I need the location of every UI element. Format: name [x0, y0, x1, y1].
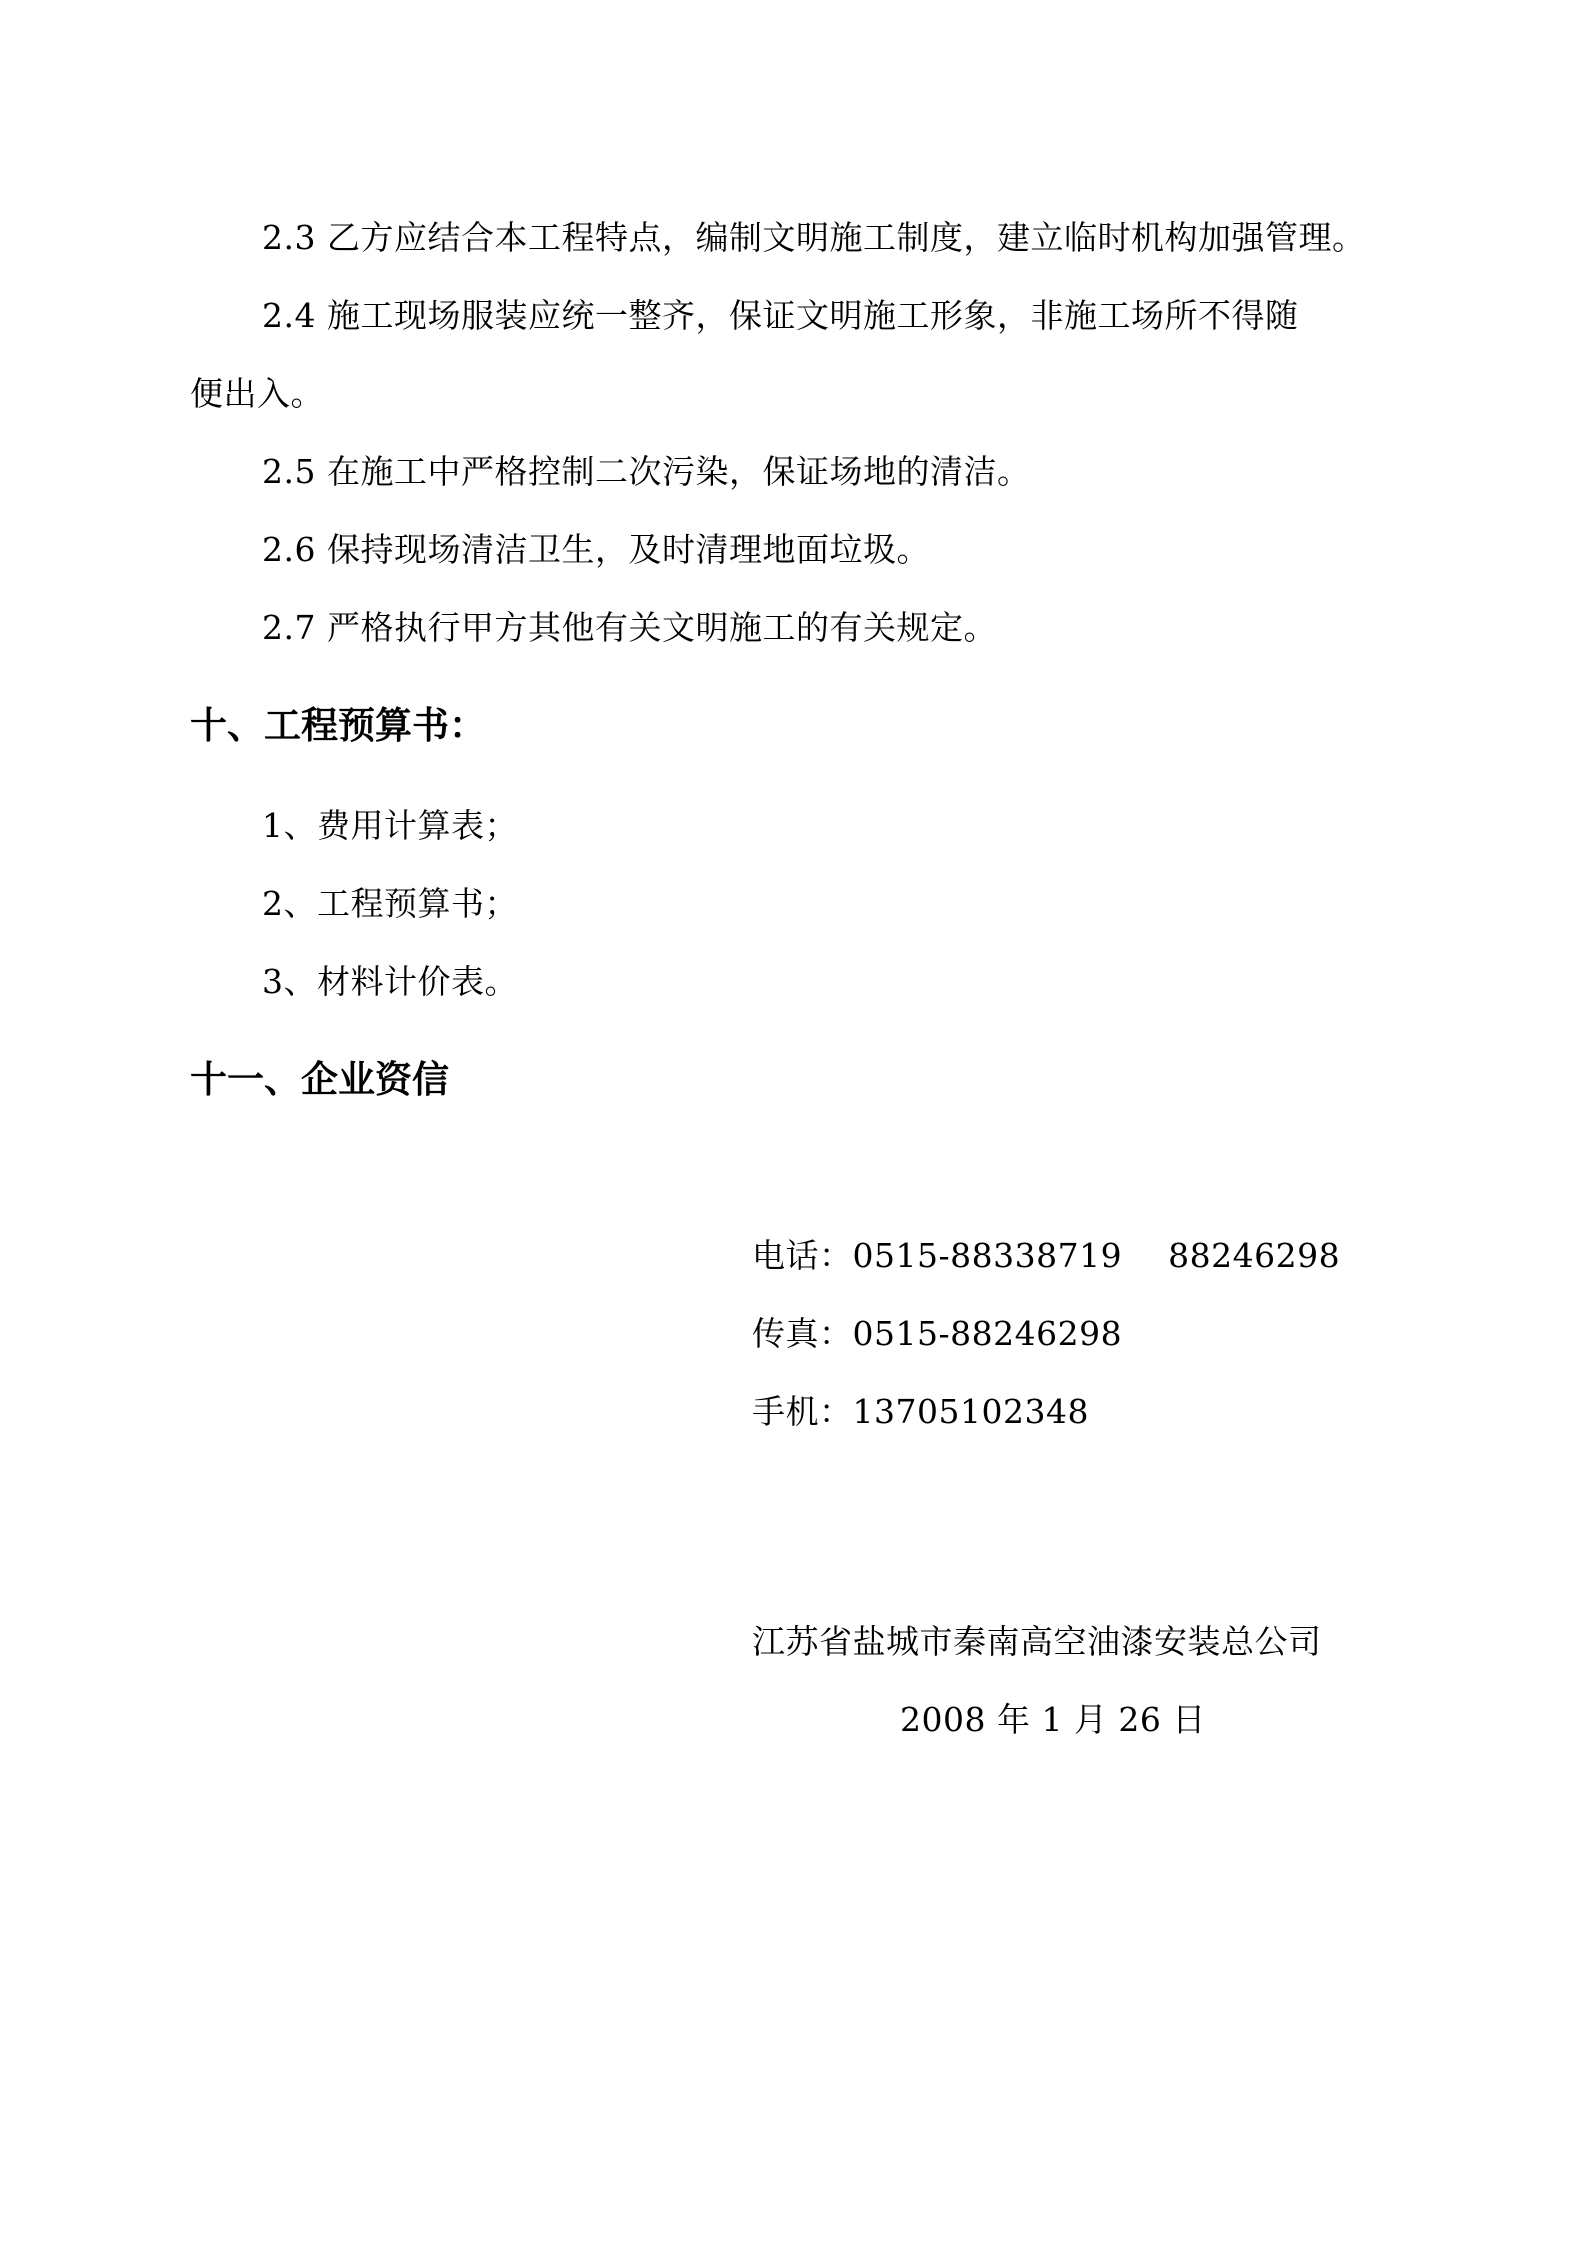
section-ten-heading: 十、工程预算书： [190, 704, 486, 747]
budget-item-3: 3、材料计价表。 [262, 962, 518, 1001]
phone-label: 电话： [752, 1236, 853, 1275]
budget-item-2: 2、工程预算书； [262, 884, 518, 923]
document-date: 2008 年 1 月 26 日 [900, 1700, 1206, 1739]
budget-item-1: 1、费用计算表； [262, 806, 518, 845]
clause-2-6: 2.6 保持现场清洁卫生，及时清理地面垃圾。 [262, 530, 930, 569]
clause-2-7: 2.7 严格执行甲方其他有关文明施工的有关规定。 [262, 608, 997, 647]
phone-line [752, 1236, 1340, 1276]
fax-line [752, 1314, 1122, 1354]
section-eleven-heading: 十一、企业资信 [190, 1058, 449, 1101]
clause-2-4: 2.4 施工现场服装应统一整齐，保证文明施工形象，非施工场所不得随 [262, 296, 1299, 335]
mobile-line [752, 1392, 1089, 1432]
clause-2-3: 2.3 乙方应结合本工程特点，编制文明施工制度，建立临时机构加强管理。 [262, 218, 1366, 257]
fax-number: 0515-88246298 [852, 1314, 1123, 1353]
phone-number-1: 0515-88338719 [852, 1236, 1123, 1275]
mobile-label: 手机： [752, 1392, 853, 1431]
phone-number-2: 88246298 [1168, 1236, 1341, 1275]
clause-2-5: 2.5 在施工中严格控制二次污染，保证场地的清洁。 [262, 452, 1031, 491]
company-name: 江苏省盐城市秦南高空油漆安装总公司 [752, 1622, 1322, 1661]
mobile-number: 13705102348 [852, 1392, 1089, 1431]
clause-2-4-continued: 便出入。 [190, 374, 324, 413]
fax-label: 传真： [752, 1314, 853, 1353]
